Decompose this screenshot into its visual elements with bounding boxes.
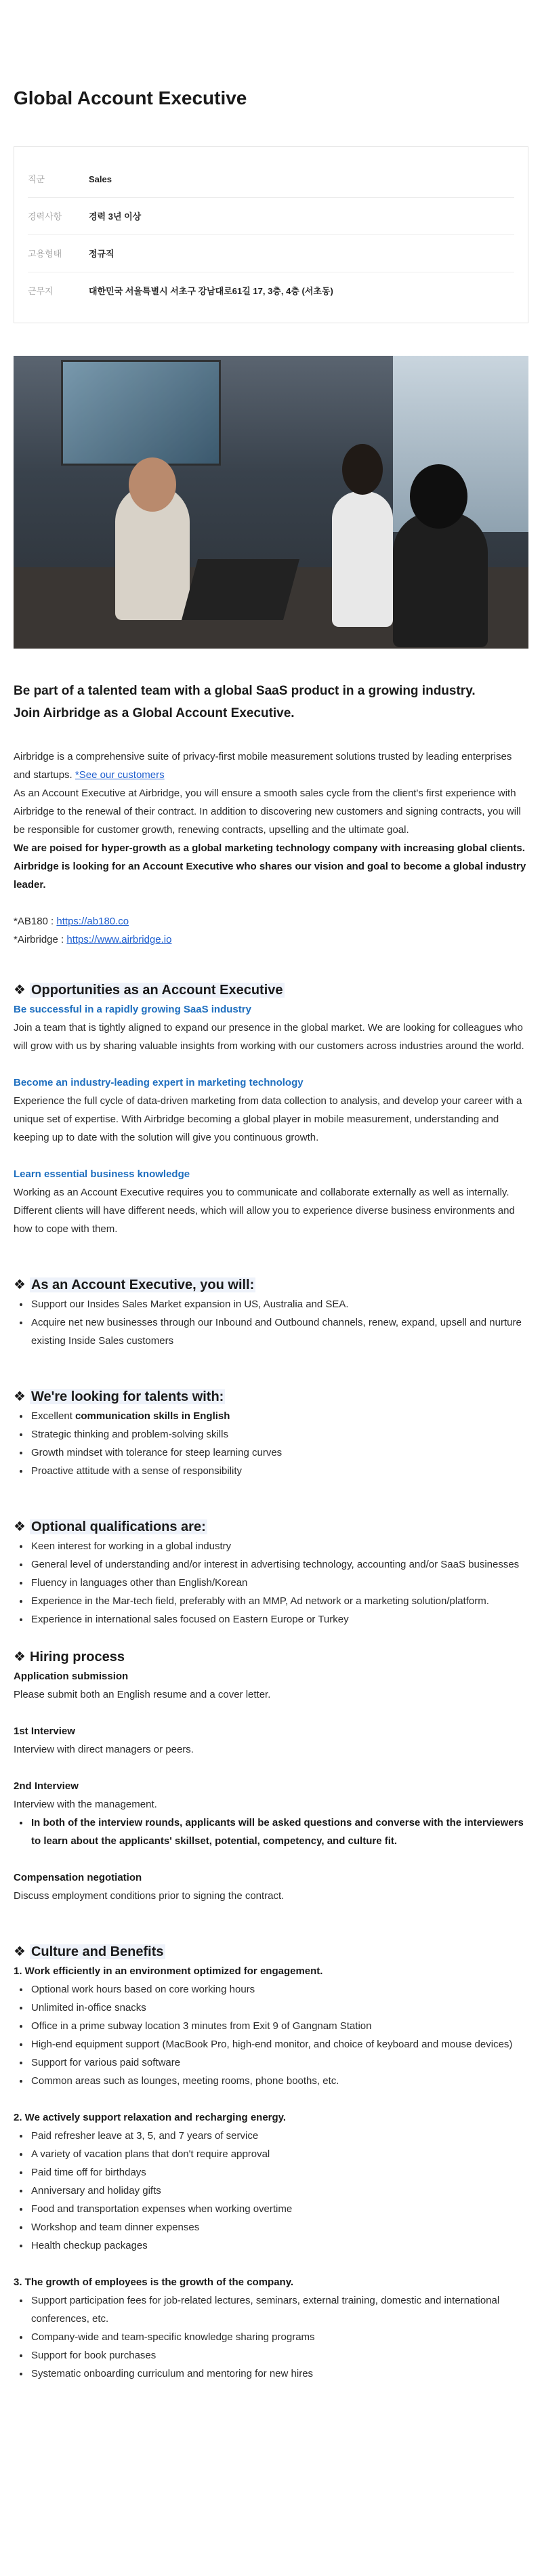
list-item-bold: communication skills in English	[75, 1410, 230, 1422]
bullet-list	[14, 1814, 528, 1850]
list-item: • Unlimited in-office snacks	[30, 1999, 528, 2017]
airbridge-link[interactable]: https://www.airbridge.io	[66, 934, 172, 945]
list-item: • Fluency in languages other than English/Korean	[30, 1574, 528, 1592]
list-item: • Workshop and team dinner expenses	[30, 2218, 528, 2236]
hiring-section	[14, 1647, 528, 1905]
section-title	[14, 1387, 528, 1407]
info-row-experience	[28, 198, 514, 235]
section-title	[14, 980, 528, 1000]
subsection-text: Working as an Account Executive requires you to communicate and collaborate externally as well as internally. Different clients will have different needs, which will allow you to experience diverse business environments and how to cope with them.	[14, 1187, 515, 1235]
culture-section	[14, 1942, 528, 2383]
ab180-line	[14, 912, 528, 931]
photo-person-head	[342, 444, 383, 495]
section-title-text: Optional qualifications are:	[30, 1519, 206, 1534]
list-item: • Health checkup packages	[30, 2236, 528, 2255]
subsection-heading: Become an industry-leading expert in marketing technology	[14, 1077, 304, 1088]
hiring-step-title: Compensation negotiation	[14, 1872, 142, 1883]
headline-line: Join Airbridge as a Global Account Executive.	[14, 706, 295, 720]
list-item: • In both of the interview rounds, applicants will be asked questions and converse with the interviewers to learn about the applicants' skillset, potential, competency, and culture fit.	[30, 1814, 528, 1850]
list-item: • Experience in international sales focused on Eastern Europe or Turkey	[30, 1610, 528, 1629]
requirements-section	[14, 1387, 528, 1480]
list-item: • Optional work hours based on core working hours	[30, 1980, 528, 1999]
airbridge-line	[14, 931, 528, 949]
list-item	[30, 1407, 528, 1425]
benefit-group-title: 2. We actively support relaxation and recharging energy.	[14, 2112, 287, 2123]
info-key: 경력사항	[28, 211, 62, 222]
airbridge-label: *Airbridge :	[14, 934, 67, 945]
list-item-text: Excellent	[31, 1410, 76, 1422]
photo-person-head	[129, 457, 176, 512]
hiring-step-text: Interview with direct managers or peers.	[14, 1744, 194, 1755]
hiring-step-title: Application submission	[14, 1671, 129, 1682]
list-item: • Growth mindset with tolerance for steep learning curves	[30, 1444, 528, 1462]
section-title	[14, 1942, 528, 1962]
diamond-icon: ❖	[14, 1389, 26, 1404]
bullet-list	[14, 1537, 528, 1629]
responsibilities-section	[14, 1275, 528, 1350]
list-item: • Company-wide and team-specific knowledge sharing programs	[30, 2328, 528, 2346]
section-title	[14, 1275, 528, 1295]
benefit-group-title: 3. The growth of employees is the growth of the company.	[14, 2276, 294, 2288]
section-title-text: Culture and Benefits	[30, 1944, 164, 1959]
list-item: • General level of understanding and/or interest in advertising technology, accounting and/or SaaS businesses	[30, 1555, 528, 1574]
info-key: 고용형태	[28, 248, 62, 259]
hiring-step-text: Interview with the management.	[14, 1799, 157, 1810]
photo-tv-screen	[61, 360, 221, 466]
info-value: 경력 3년 이상	[89, 211, 142, 222]
info-key: 근무지	[28, 285, 54, 296]
bullet-list	[14, 1407, 528, 1480]
hiring-step-text: Please submit both an English resume and a cover letter.	[14, 1689, 271, 1700]
optional-section	[14, 1517, 528, 1629]
team-photo	[14, 356, 528, 649]
list-item: • Acquire net new businesses through our Inbound and Outbound channels, renew, expand, upsell and nurture existing Inside Sales customers	[30, 1313, 528, 1350]
bullet-list	[14, 2291, 528, 2383]
section-title	[14, 1647, 528, 1667]
list-item: • Support our Insides Sales Market expansion in US, Australia and SEA.	[30, 1295, 528, 1313]
see-customers-link[interactable]: *See our customers	[75, 769, 165, 781]
info-key: 직군	[28, 173, 45, 184]
hiring-step-title: 1st Interview	[14, 1725, 75, 1737]
list-item: • A variety of vacation plans that don't require approval	[30, 2145, 528, 2163]
bullet-list	[14, 2127, 528, 2255]
info-value: Sales	[89, 173, 112, 184]
photo-person-head	[410, 464, 467, 529]
subsection-text: Join a team that is tightly aligned to expand our presence in the global market. We are looking for colleagues who will grow with us by sharing valuable insights from working with our customers across industries around the world.	[14, 1022, 524, 1052]
bullet-list	[14, 1980, 528, 2090]
intro-section	[14, 748, 528, 949]
section-title-text: As an Account Executive, you will:	[30, 1277, 255, 1292]
diamond-icon: ❖	[14, 1277, 26, 1292]
list-item: • Common areas such as lounges, meeting rooms, phone booths, etc.	[30, 2072, 528, 2090]
list-item: • High-end equipment support (MacBook Pro, high-end monitor, and choice of keyboard and mouse devices)	[30, 2035, 528, 2053]
diamond-icon: ❖	[14, 983, 26, 998]
list-item: • Office in a prime subway location 3 minutes from Exit 9 of Gangnam Station	[30, 2017, 528, 2035]
photo-laptop	[182, 559, 299, 620]
ab180-link[interactable]: https://ab180.co	[56, 916, 129, 927]
intro-text: Airbridge is a comprehensive suite of privacy-first mobile measurement solutions trusted by leading enterprises and startups.	[14, 751, 512, 781]
photo-person	[393, 512, 488, 647]
info-row-employment-type	[28, 235, 514, 272]
hiring-step-title: 2nd Interview	[14, 1780, 79, 1792]
section-title-text: We're looking for talents with:	[30, 1389, 224, 1404]
section-title-text: Opportunities as an Account Executive	[30, 983, 283, 998]
ab180-label: *AB180 :	[14, 916, 57, 927]
diamond-icon: ❖	[14, 1944, 26, 1959]
diamond-icon: ❖	[14, 1519, 26, 1534]
list-item: • Support for various paid software	[30, 2053, 528, 2072]
info-value: 대한민국 서울특별시 서초구 강남대로61길 17, 3층, 4층 (서초동)	[89, 285, 333, 296]
info-value: 정규직	[89, 248, 114, 259]
list-item: • Experience in the Mar-tech field, preferably with an MMP, Ad network or a marketing solution/platform.	[30, 1592, 528, 1610]
info-row-category	[28, 161, 514, 198]
intro-paragraph-bold: We are poised for hyper-growth as a global marketing technology company with increasing global clients. Airbridge is looking for an Account Executive who shares our vision and goal to become a global industry leader.	[14, 842, 526, 891]
intro-paragraph	[14, 748, 528, 784]
intro-paragraph: As an Account Executive at Airbridge, you will ensure a smooth sales cycle from the client's first experience with Airbridge to the renewal of their contract. In addition to discovering new customers and signing contracts, you will be responsible for customer growth, renewing contracts, upselling and the ultimate goal.	[14, 788, 521, 836]
list-item: • Food and transportation expenses when working overtime	[30, 2200, 528, 2218]
hiring-step-text: Discuss employment conditions prior to signing the contract.	[14, 1890, 285, 1902]
list-item: • Systematic onboarding curriculum and mentoring for new hires	[30, 2365, 528, 2383]
list-item: • Proactive attitude with a sense of responsibility	[30, 1462, 528, 1480]
list-item: • Support for book purchases	[30, 2346, 528, 2365]
headline	[14, 680, 528, 724]
list-item: • Paid refresher leave at 3, 5, and 7 years of service	[30, 2127, 528, 2145]
benefit-group-title: 1. Work efficiently in an environment optimized for engagement.	[14, 1965, 323, 1977]
list-item: • Keen interest for working in a global industry	[30, 1537, 528, 1555]
subsection-heading: Learn essential business knowledge	[14, 1168, 190, 1180]
photo-person	[332, 491, 393, 627]
page-title: Global Account Executive	[14, 87, 247, 108]
list-item: • Strategic thinking and problem-solving skills	[30, 1425, 528, 1444]
opportunities-section	[14, 980, 528, 1238]
section-title-text: Hiring process	[29, 1650, 125, 1664]
list-item: • Paid time off for birthdays	[30, 2163, 528, 2182]
job-info-table	[14, 146, 528, 323]
info-row-location	[28, 272, 514, 309]
subsection-heading: Be successful in a rapidly growing SaaS industry	[14, 1004, 251, 1015]
headline-line: Be part of a talented team with a global SaaS product in a growing industry.	[14, 684, 476, 698]
section-title	[14, 1517, 528, 1537]
list-item: • Support participation fees for job-related lectures, seminars, external training, domestic and international conferences, etc.	[30, 2291, 528, 2328]
diamond-icon: ❖	[14, 1650, 26, 1664]
bullet-list	[14, 1295, 528, 1350]
list-item: • Anniversary and holiday gifts	[30, 2182, 528, 2200]
subsection-text: Experience the full cycle of data-driven marketing from data collection to analysis, and develop your career with a unique set of expertise. With Airbridge becoming a global player in mobile measurement, understanding and keeping up to date with the solution will give you continuous growth.	[14, 1095, 522, 1143]
